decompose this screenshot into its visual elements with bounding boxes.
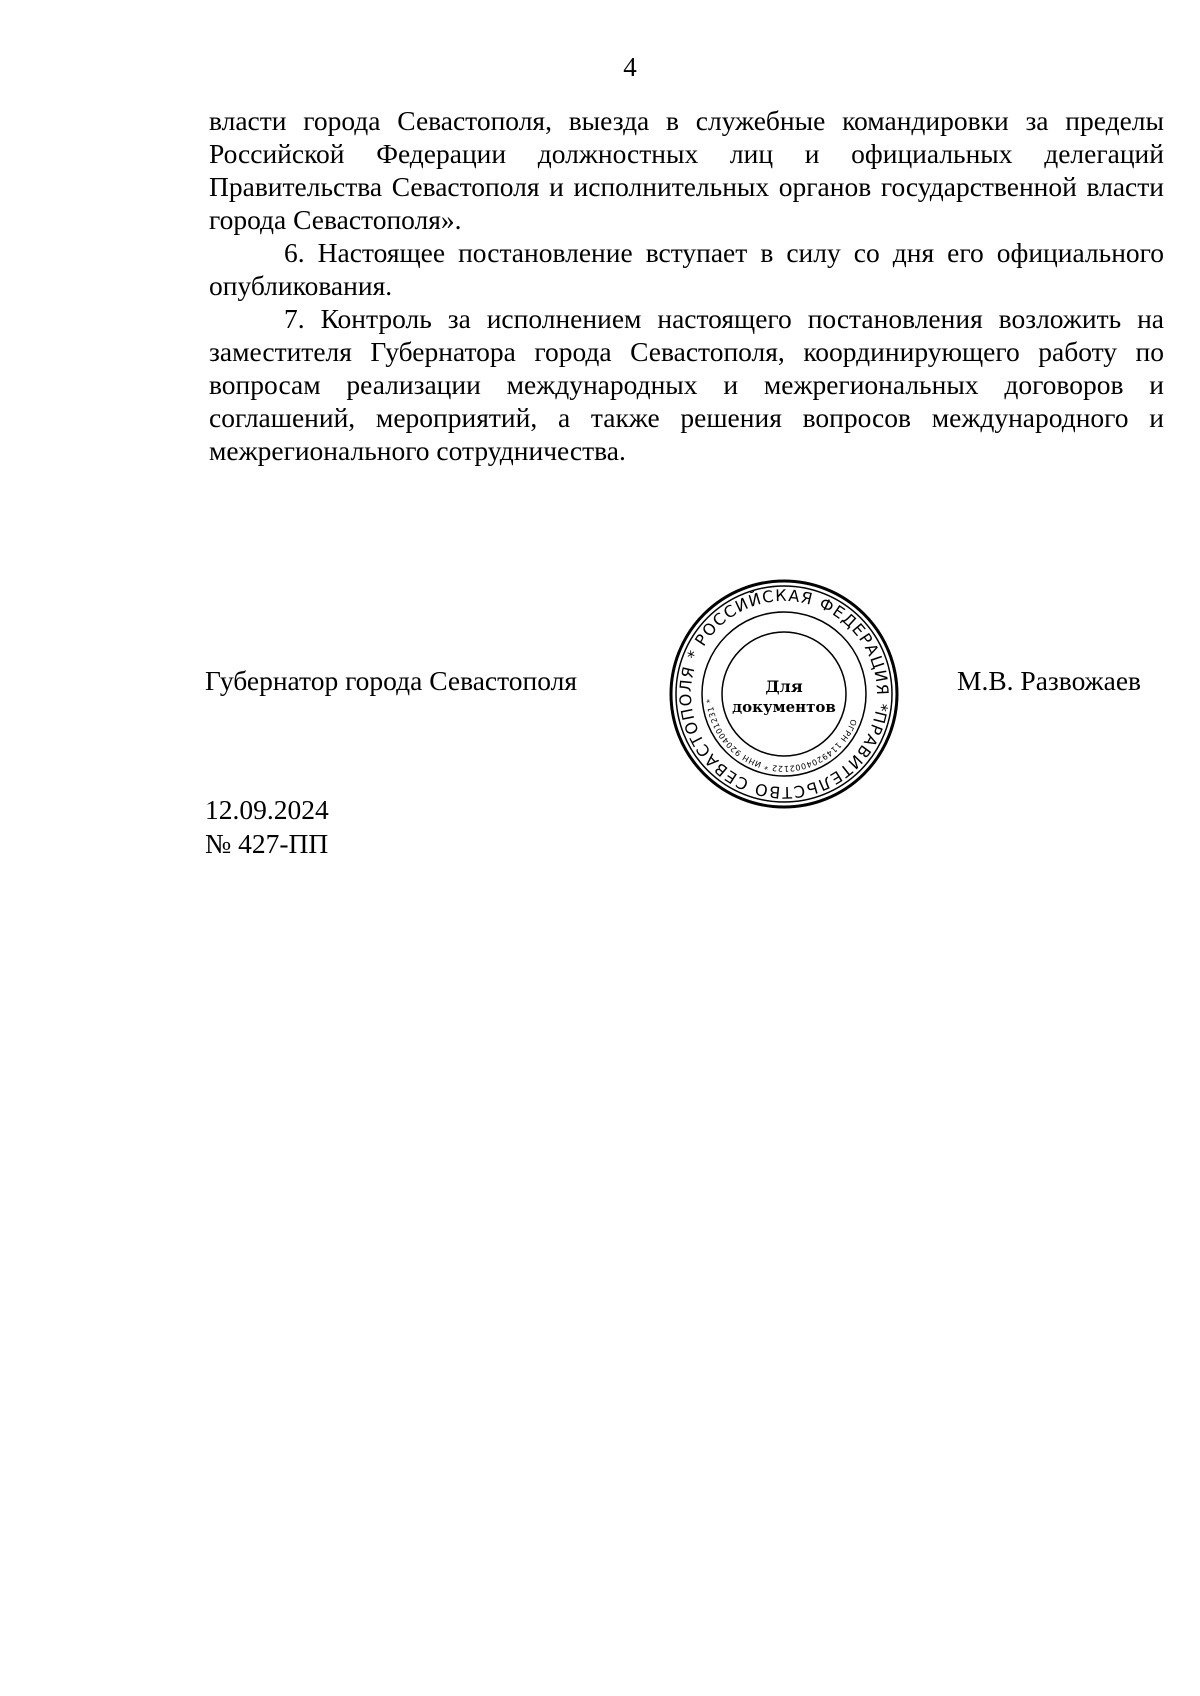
page-number: 4	[623, 52, 637, 82]
document-body	[209, 104, 1164, 467]
seal-center-line-1: Для	[765, 677, 803, 696]
signatory-position: Губернатор города Севастополя	[205, 665, 577, 696]
seal-inner-text-path: ОГРН 1149204002122 * ИНН 9204001231 *	[705, 698, 859, 774]
seal-outer-text-path: ПРАВИТЕЛЬСТВО СЕВАСТОПОЛЯ * РОССИЙСКАЯ ФЕДЕРАЦИЯ *	[675, 585, 893, 803]
official-seal	[668, 578, 900, 810]
document-date: 12.09.2024	[205, 794, 329, 825]
document-number: № 427-ПП	[205, 828, 329, 859]
signatory-name: М.В. Развожаев	[957, 665, 1142, 696]
seal-center-line-2: документов	[732, 698, 836, 716]
paragraph-6: 6. Настоящее постановление вступает в силу со дня его официального опубликования.	[209, 237, 1164, 301]
paragraph-continuation: власти города Севастополя, выезда в служебные командировки за пределы Российской Федерации должностных лиц и официальных делегаций Правительства Севастополя и исполнительных органов государственной власти города Севастополя».	[209, 105, 1164, 235]
paragraph-7: 7. Контроль за исполнением настоящего постановления возложить на заместителя Губернатора города Севастополя, координирующего работу по вопросам реализации международных и межрегиональных договоров и соглашений, мероприятий, а также решения вопросов международного и межрегионального сотрудничества.	[209, 303, 1164, 466]
